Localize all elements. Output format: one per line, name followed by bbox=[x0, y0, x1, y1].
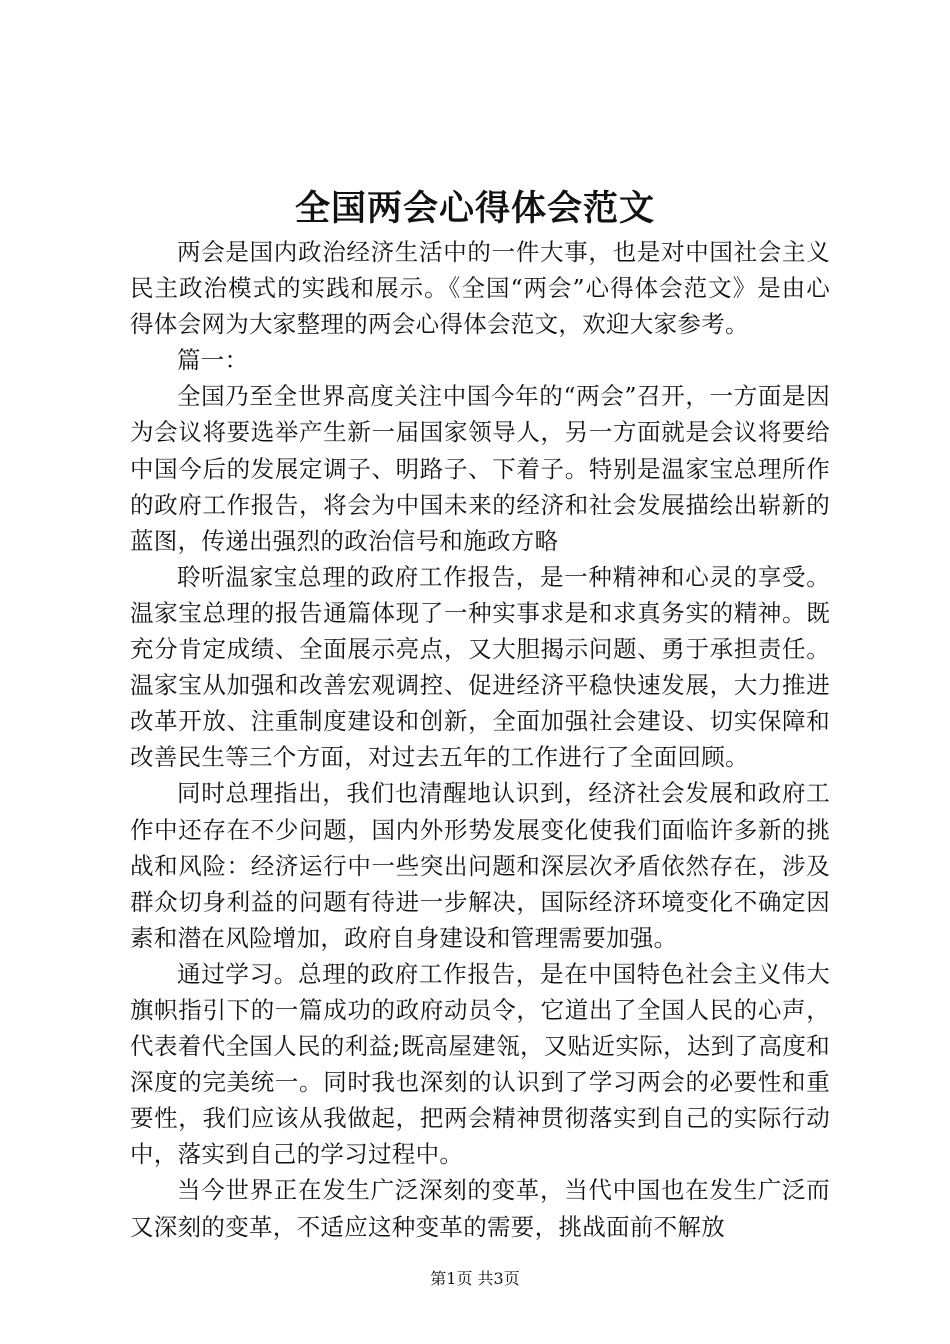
page-number: 第1页 共3页 bbox=[430, 1269, 520, 1288]
paragraph-section-heading: 篇一： bbox=[177, 346, 249, 375]
paragraph-intro: 两会是国内政治经济生活中的一件大事，也是对中国社会主义民主政治模式的实践和展示。《全国“两会”心得体会范文》是由心得体会网为大家整理的两会心得体会范文，欢迎大家参考。 bbox=[130, 238, 830, 339]
paragraph: 通过学习。总理的政府工作报告，是在中国特色社会主义伟大旗帜指引下的一篇成功的政府动员令，它道出了全国人民的心声，代表着代全国人民的利益;既高屋建瓴，又贴近实际，达到了高度和深度的完美统一。同时我也深刻的认识到了学习两会的必要性和重要性，我们应该从我做起，把两会精神贯彻落实到自己的实际行动中，落实到自己的学习过程中。 bbox=[130, 959, 830, 1169]
document-body bbox=[130, 234, 830, 1245]
page-footer bbox=[0, 1268, 950, 1290]
paragraph: 当今世界正在发生广泛深刻的变革，当代中国也在发生广泛而又深刻的变革，不适应这种变革的需要，挑战面前不解放 bbox=[130, 1176, 830, 1241]
paragraph: 全国乃至全世界高度关注中国今年的“两会”召开，一方面是因为会议将要选举产生新一届国家领导人，另一方面就是会议将要给中国今后的发展定调子、明路子、下着子。特别是温家宝总理所作的政府工作报告，将会为中国未来的经济和社会发展描绘出崭新的蓝图，传递出强烈的政治信号和施政方略 bbox=[130, 382, 830, 555]
paragraph: 聆听温家宝总理的政府工作报告，是一种精神和心灵的享受。温家宝总理的报告通篇体现了一种实事求是和求真务实的精神。既充分肯定成绩、全面展示亮点，又大胆揭示问题、勇于承担责任。温家宝从加强和改善宏观调控、促进经济平稳快速发展，大力推进改革开放、注重制度建设和创新，全面加强社会建设、切实保障和改善民生等三个方面，对过去五年的工作进行了全面回顾。 bbox=[130, 562, 830, 772]
document-title: 全国两会心得体会范文 bbox=[294, 188, 655, 229]
paragraph: 同时总理指出，我们也清醒地认识到，经济社会发展和政府工作中还存在不少问题，国内外形势发展变化使我们面临许多新的挑战和风险：经济运行中一些突出问题和深层次矛盾依然存在，涉及群众切身利益的问题有待进一步解决，国际经济环境变化不确定因素和潜在风险增加，政府自身建设和管理需要加强。 bbox=[130, 779, 830, 952]
